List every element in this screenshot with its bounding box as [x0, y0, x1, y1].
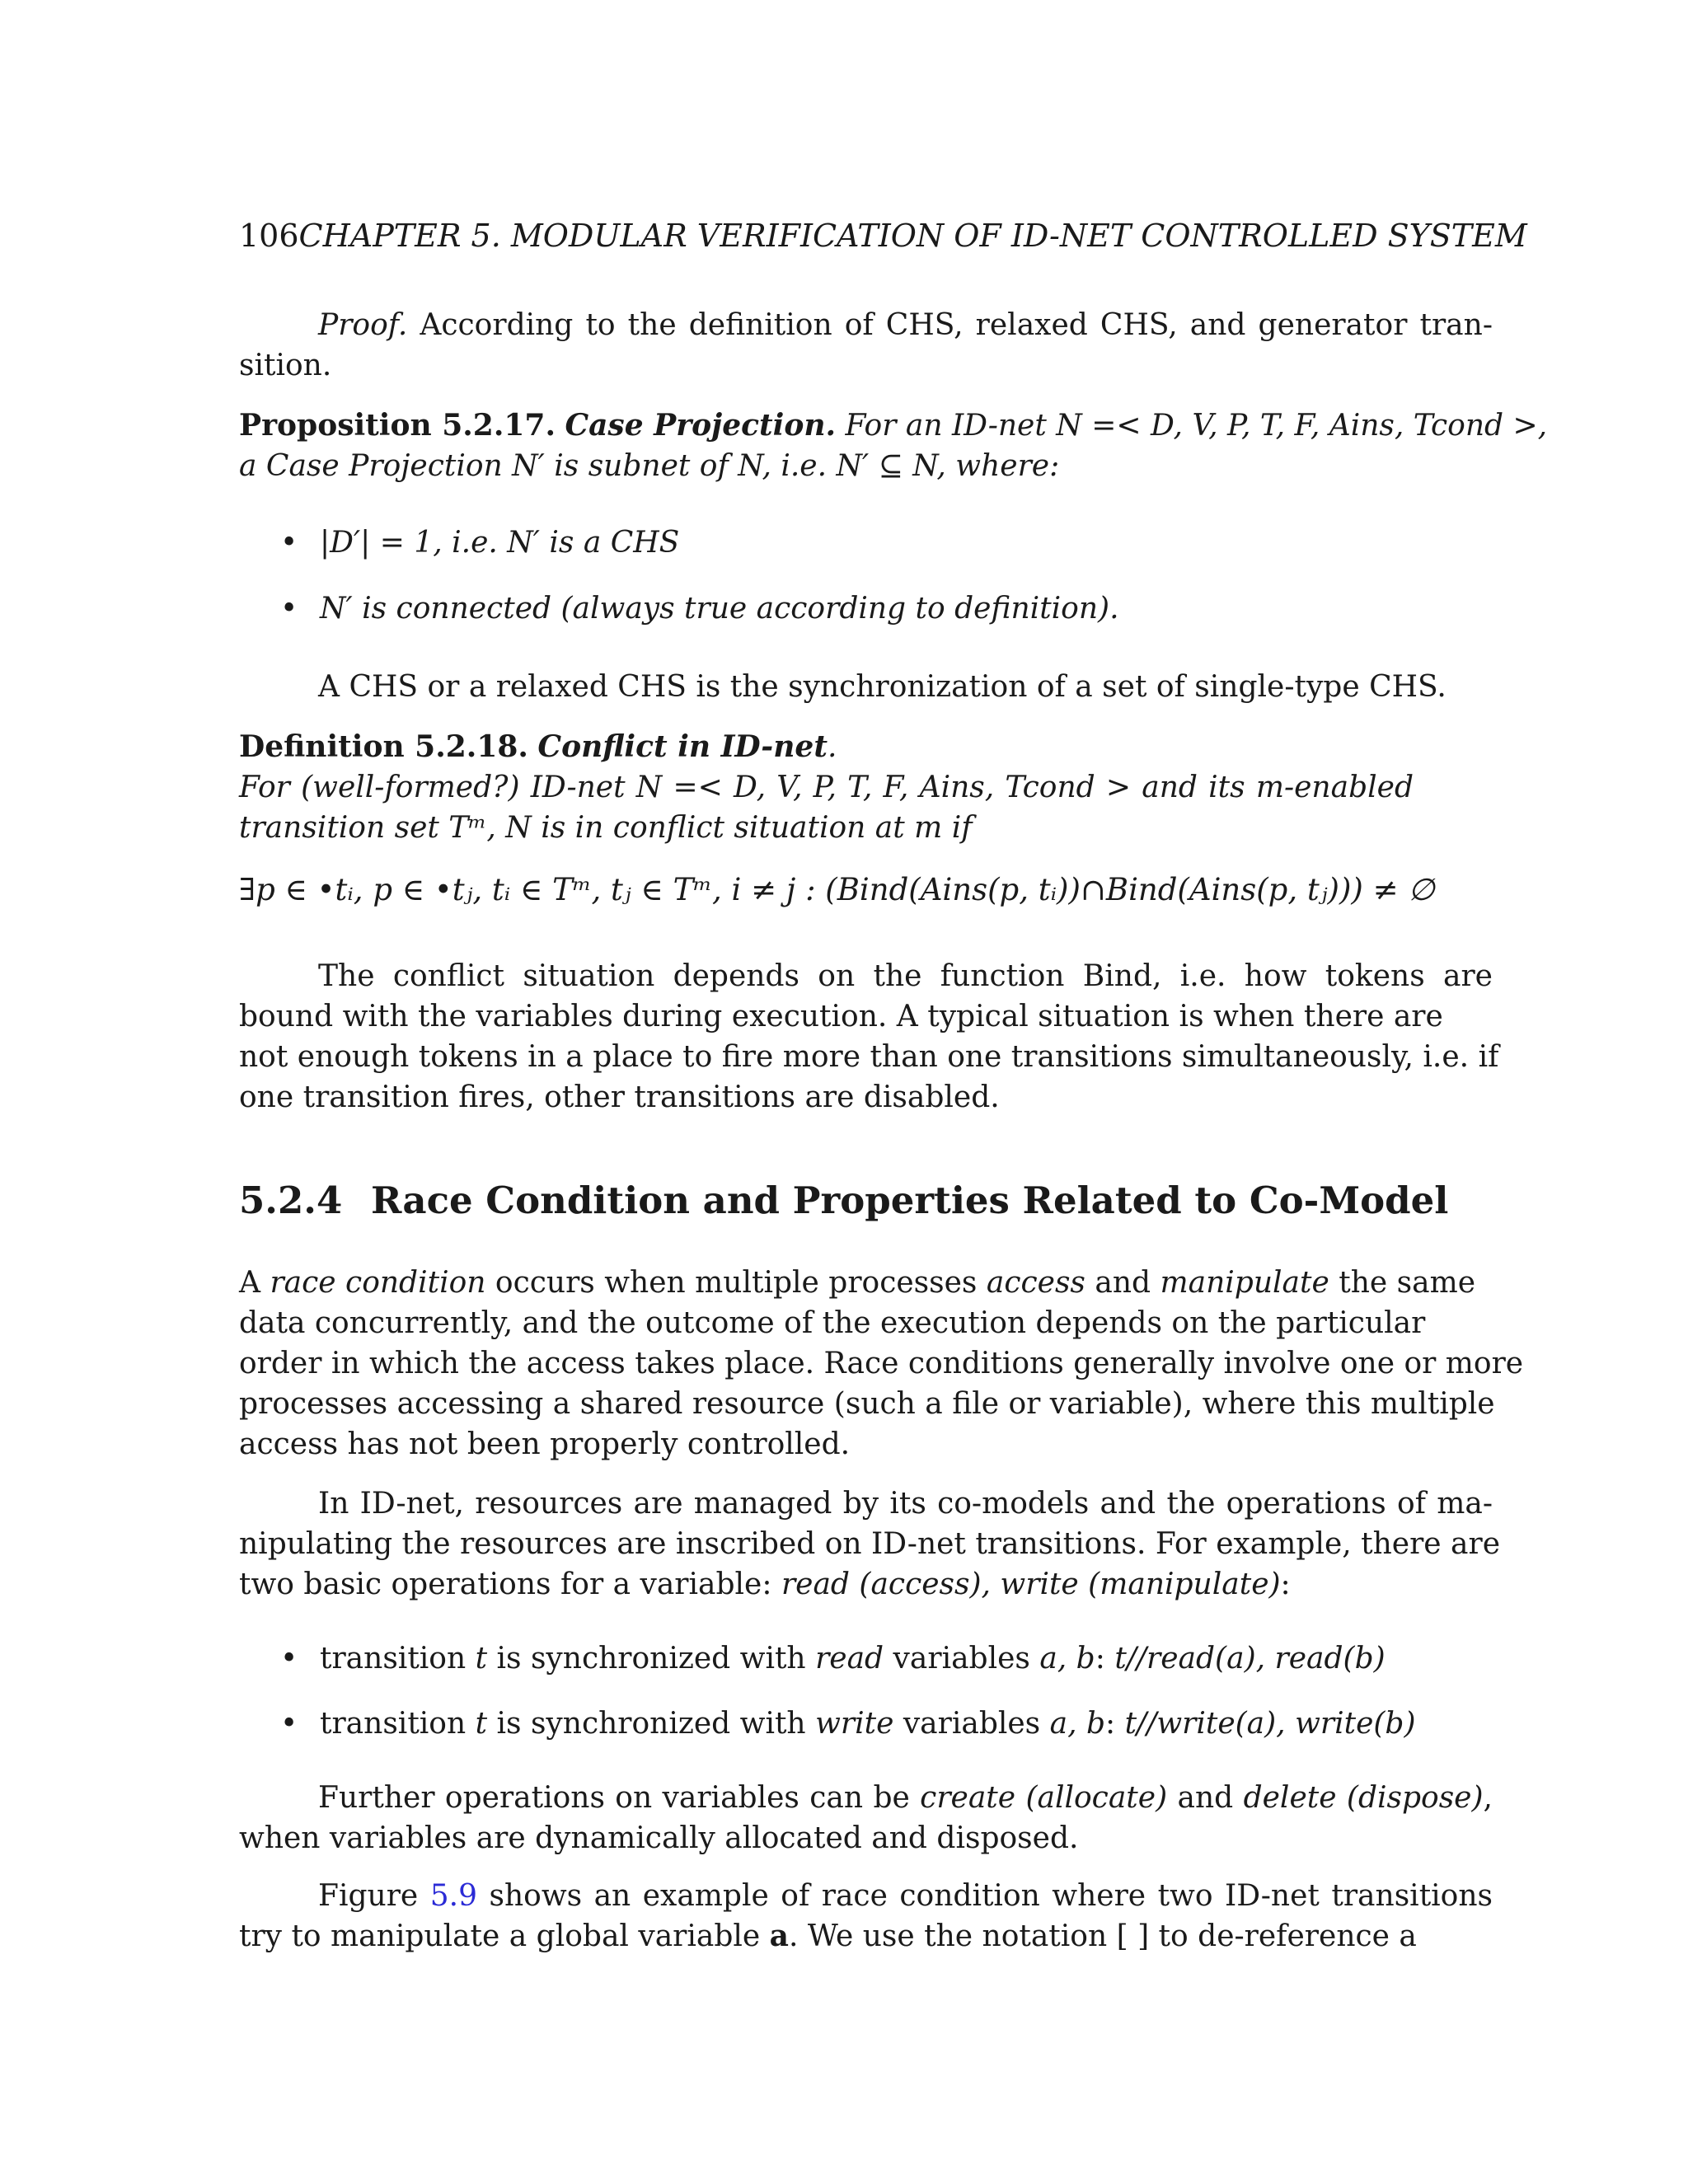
- conflict-para-line: bound with the variables during execution. A typical situation is when there are: [239, 1000, 1443, 1033]
- list-item: • transition t is synchronized with write variables a, b: t//write(a), write(b): [280, 1707, 1416, 1741]
- race-para-line-1: A race condition occurs when multiple processes access and manipulate the same: [239, 1266, 1476, 1300]
- definition-line-2: transition set Tᵐ, N is in conflict situation at m if: [239, 811, 973, 845]
- idnet-para-line-1: In ID-net, resources are managed by its co-models and the operations of ma-: [318, 1487, 1493, 1521]
- proposition-bullet-list: [280, 523, 1119, 629]
- proof-line-2: sition.: [239, 349, 332, 382]
- conflict-para-line: The conflict situation depends on the function Bind, i.e. how tokens are: [318, 959, 1493, 993]
- running-header: [239, 216, 1527, 256]
- race-para-line-2: data concurrently, and the outcome of the execution depends on the particular: [239, 1306, 1426, 1340]
- list-item: • |D′| = 1, i.e. N′ is a CHS: [280, 526, 680, 560]
- figure-link[interactable]: 5.9: [429, 1879, 477, 1913]
- proof-text: According to the definition of CHS, relaxed CHS, and generator tran-: [420, 308, 1493, 342]
- race-para-line-3: order in which the access takes place. Race conditions generally involve one or more: [239, 1347, 1524, 1380]
- proposition-title: Case Projection.: [565, 408, 837, 443]
- proposition-statement: For an ID-net N =< D, V, P, T, F, Ains, Tcond >,: [845, 409, 1548, 443]
- figure-para-line-1: Figure 5.9 shows an example of race condition where two ID-net transitions: [318, 1879, 1493, 1913]
- conflict-formula: ∃p ∈ •tᵢ, p ∈ •tⱼ, tᵢ ∈ Tᵐ, tⱼ ∈ Tᵐ, i ≠ j : (Bind(Ains(p, tᵢ))∩Bind(Ains(p, tⱼ))) ≠ ∅: [239, 872, 1435, 907]
- further-para-line-1: Further operations on variables can be create (allocate) and delete (dispose),: [318, 1781, 1493, 1815]
- definition-label: Definition 5.2.18.: [239, 729, 528, 764]
- proposition-line-1: [239, 405, 1548, 446]
- list-item: • N′ is connected (always true according to definition).: [280, 592, 1119, 626]
- definition-line-1: For (well-formed?) ID-net N =< D, V, P, T, F, Ains, Tcond > and its m-enabled: [239, 771, 1414, 804]
- figure-para-line-2: try to manipulate a global variable a. We use the notation [ ] to de-reference a: [239, 1919, 1417, 1953]
- section-number: 5.2.4: [239, 1179, 343, 1222]
- conflict-para-line: not enough tokens in a place to fire more than one transitions simultaneously, i.e. if: [239, 1040, 1499, 1074]
- idnet-para-line-3: two basic operations for a variable: read (access), write (manipulate):: [239, 1568, 1291, 1601]
- conflict-para-line: one transition fires, other transitions are disabled.: [239, 1080, 1000, 1114]
- race-para-line-5: access has not been properly controlled.: [239, 1427, 851, 1461]
- proof-label: Proof.: [318, 308, 408, 342]
- proposition-line-2: a Case Projection N′ is subnet of N, i.e. N′ ⊆ N, where:: [239, 449, 1060, 483]
- section-heading: [239, 1179, 1449, 1222]
- proposition-label: Proposition 5.2.17.: [239, 408, 556, 443]
- section-title: Race Condition and Properties Related to Co-Model: [371, 1179, 1449, 1222]
- list-item: • transition t is synchronized with read variables a, b: t//read(a), read(b): [280, 1642, 1386, 1675]
- further-para-line-2: when variables are dynamically allocated and disposed.: [239, 1821, 1079, 1855]
- chs-note: A CHS or a relaxed CHS is the synchronization of a set of single-type CHS.: [318, 670, 1447, 704]
- operations-bullet-list: [280, 1638, 1416, 1744]
- idnet-para-line-2: nipulating the resources are inscribed on ID-net transitions. For example, there are: [239, 1527, 1501, 1561]
- page-number: 106: [239, 218, 299, 254]
- proof-line-1: [239, 305, 1493, 345]
- definition-title: Conflict in ID-net: [537, 729, 828, 764]
- race-para-line-4: processes accessing a shared resource (such a file or variable), where this multiple: [239, 1387, 1495, 1421]
- running-title: CHAPTER 5. MODULAR VERIFICATION OF ID-NET CONTROLLED SYSTEM: [298, 218, 1527, 254]
- definition-line-title: Definition 5.2.18. Conflict in ID-net.: [239, 729, 837, 764]
